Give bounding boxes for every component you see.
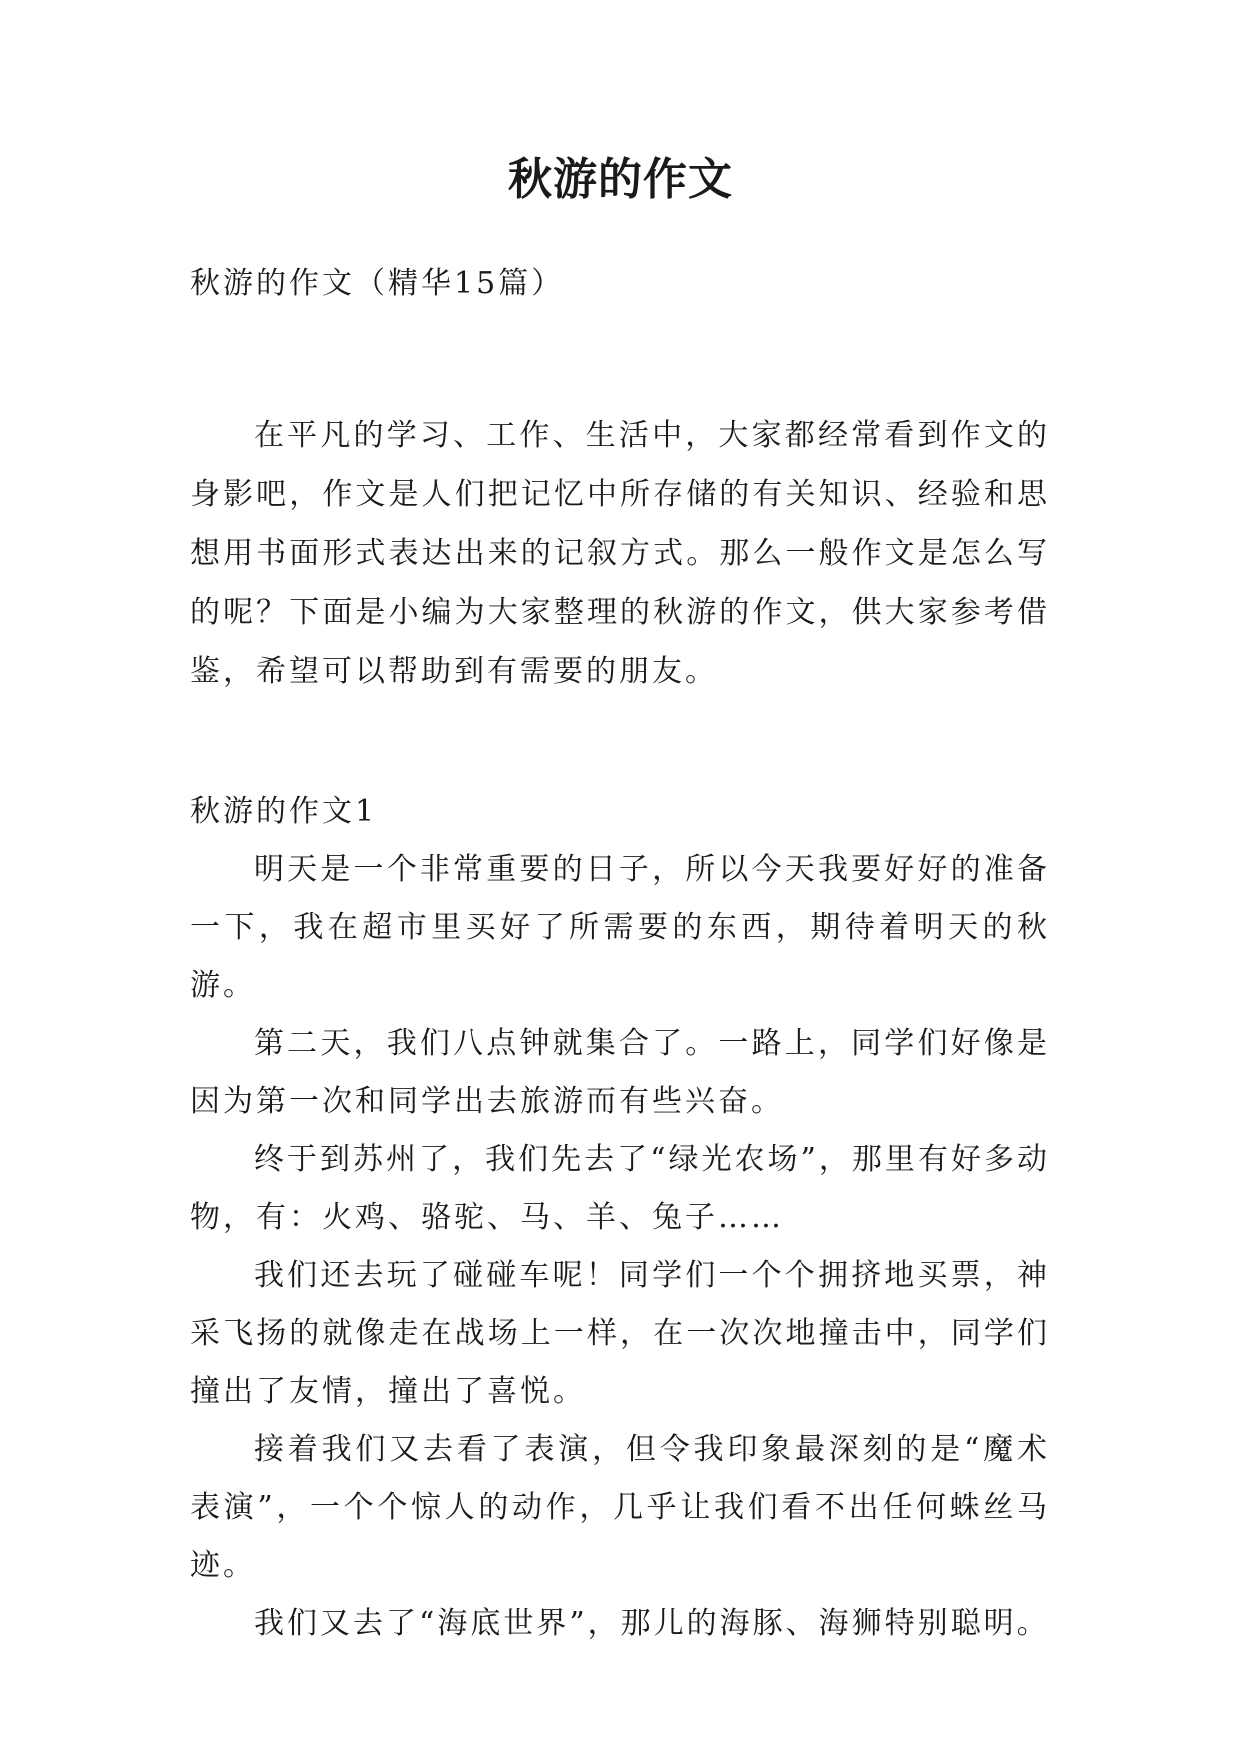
intro-block <box>190 406 1050 701</box>
essay-section <box>190 783 1050 1653</box>
essay-paragraph-1: 明天是一个非常重要的日子，所以今天我要好好的准备一下，我在超市里买好了所需要的东西，期待着明天的秋游。 <box>190 852 1050 1003</box>
essay-paragraph-4: 我们还去玩了碰碰车呢！同学们一个个拥挤地买票，神采飞扬的就像走在战场上一样，在一次次地撞击中，同学们撞出了友情，撞出了喜悦。 <box>190 1258 1050 1409</box>
essay-paragraph-6: 我们又去了“海底世界”，那儿的海豚、海狮特别聪明。 <box>254 1606 1050 1641</box>
document-subtitle: 秋游的作文（精华15篇） <box>190 266 565 301</box>
document-title: 秋游的作文 <box>508 154 733 205</box>
section-heading: 秋游的作文1 <box>190 794 378 829</box>
essay-paragraph-2: 第二天，我们八点钟就集合了。一路上，同学们好像是因为第一次和同学出去旅游而有些兴奋。 <box>190 1026 1050 1119</box>
intro-paragraph: 在平凡的学习、工作、生活中，大家都经常看到作文的身影吧，作文是人们把记忆中所存储的有关知识、经验和思想用书面形式表达出来的记叙方式。那么一般作文是怎么写的呢？下面是小编为大家整理的秋游的作文，供大家参考借鉴，希望可以帮助到有需要的朋友。 <box>190 418 1050 689</box>
essay-paragraph-5: 接着我们又去看了表演，但令我印象最深刻的是“魔术表演”，一个个惊人的动作，几乎让我们看不出任何蛛丝马迹。 <box>190 1432 1050 1583</box>
essay-paragraph-3: 终于到苏州了，我们先去了“绿光农场”，那里有好多动物，有：火鸡、骆驼、马、羊、兔子…… <box>190 1142 1050 1235</box>
